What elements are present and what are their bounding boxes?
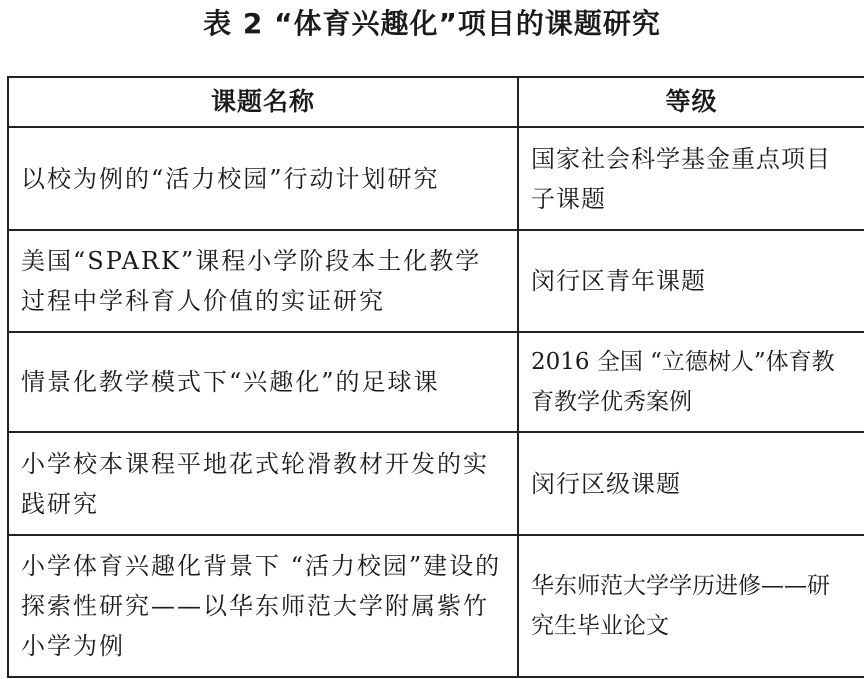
- table-row: [8, 432, 864, 535]
- cell-level: 国家社会科学基金重点项目子课题: [518, 127, 864, 230]
- cell-project-name: 小学校本课程平地花式轮滑教材开发的实践研究: [8, 432, 518, 535]
- cell-project-name: 美国“SPARK”课程小学阶段本土化教学过程中学科育人价值的实证研究: [8, 230, 518, 332]
- cell-level: 华东师范大学学历进修——研究生毕业论文: [518, 535, 864, 677]
- table-header-row: [8, 77, 864, 127]
- cell-project-name: 情景化教学模式下“兴趣化”的足球课: [8, 332, 518, 432]
- cell-level: 闵行区级课题: [518, 432, 864, 535]
- column-header-project-name: 课题名称: [8, 77, 518, 127]
- research-projects-table: [7, 76, 864, 678]
- table-row: [8, 332, 864, 432]
- cell-project-name: 以校为例的“活力校园”行动计划研究: [8, 127, 518, 230]
- table-title: 表 2 “体育兴趣化”项目的课题研究: [203, 7, 661, 40]
- cell-level: 闵行区青年课题: [518, 230, 864, 332]
- table-row: [8, 535, 864, 677]
- table-row: [8, 230, 864, 332]
- table-row: [8, 127, 864, 230]
- cell-project-name: 小学体育兴趣化背景下 “活力校园”建设的探索性研究——以华东师范大学附属紫竹小学为例: [8, 535, 518, 677]
- column-header-level: 等级: [518, 77, 864, 127]
- cell-level: 2016 全国 “立德树人”体育教育教学优秀案例: [518, 332, 864, 432]
